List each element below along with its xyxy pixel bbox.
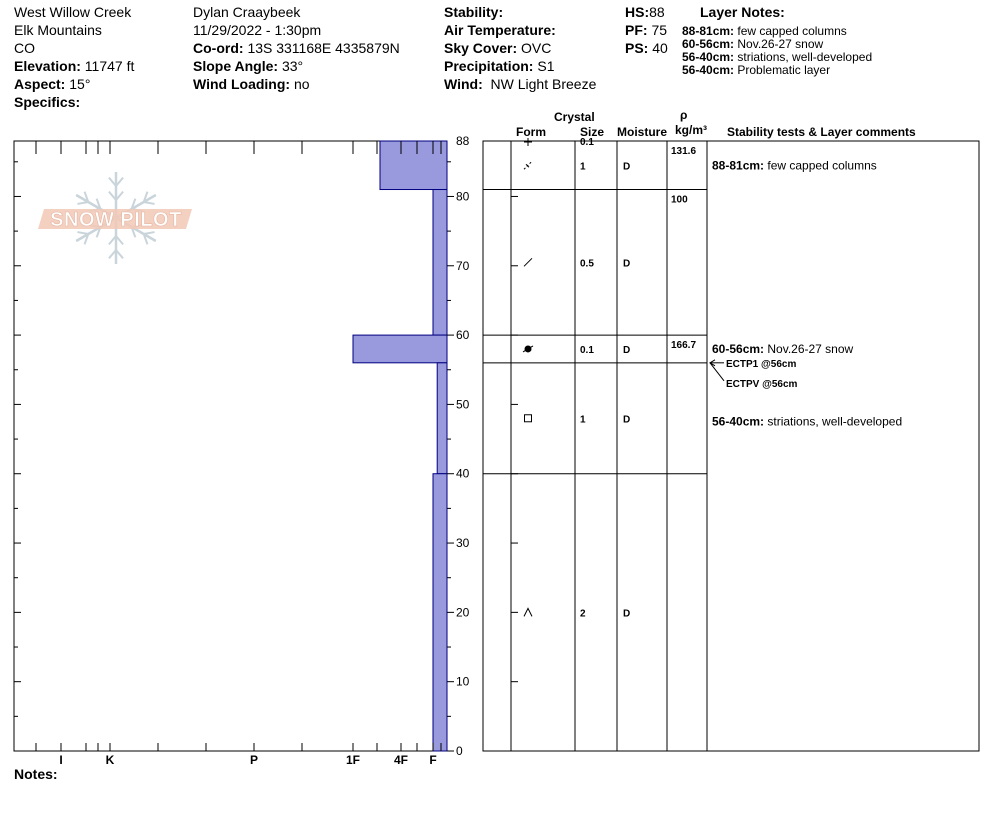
grain-size: 1 xyxy=(580,161,586,173)
depth-label: 0 xyxy=(456,744,463,758)
layer-comment xyxy=(712,342,854,356)
depth-label: 88 xyxy=(456,134,470,148)
depth-label: 10 xyxy=(456,674,470,689)
grain-dh-icon xyxy=(524,608,532,616)
stability-label: Stability: xyxy=(444,4,504,20)
air-temp-label: Air Temperature: xyxy=(444,22,556,38)
snowpilot-logo xyxy=(38,172,192,264)
depth-label: 70 xyxy=(456,258,470,273)
layer-note-range: 56-40cm: xyxy=(682,50,735,64)
moisture-header: Moisture xyxy=(617,125,668,139)
table-frame xyxy=(483,141,979,751)
pf-value: 75 xyxy=(651,22,668,38)
depth-label: 40 xyxy=(456,466,470,481)
grain-size: 1 xyxy=(580,414,586,426)
layer-comment-text: Nov.26-27 snow xyxy=(767,341,854,356)
hardness-bar xyxy=(433,190,447,336)
observer: Dylan Craaybeek xyxy=(193,4,301,20)
wind-loading-label: Wind Loading: xyxy=(193,76,291,92)
hs-value: 88 xyxy=(649,4,665,20)
location: West Willow Creek xyxy=(14,4,132,20)
elevation-label: Elevation: xyxy=(14,58,81,74)
form-header: Form xyxy=(516,125,546,139)
moisture-value: D xyxy=(623,161,631,173)
snowflake-branch xyxy=(144,232,155,234)
wind-label: Wind: xyxy=(444,76,483,92)
snowflake-branch xyxy=(144,202,155,204)
hardness-label: K xyxy=(105,753,115,767)
density-unit-header: kg/m³ xyxy=(675,123,708,137)
slope-value: 33° xyxy=(281,58,304,74)
layer-note-text: few capped columns xyxy=(737,24,847,38)
density-value: 100 xyxy=(671,194,688,206)
hardness-label: F xyxy=(429,753,437,767)
state: CO xyxy=(14,40,35,56)
grain-fc-icon xyxy=(525,415,532,422)
precip-value: S1 xyxy=(537,58,555,74)
layer-comment-range: 56-40cm: xyxy=(712,414,768,429)
datetime: 11/29/2022 - 1:30pm xyxy=(193,22,322,38)
grain-stroke xyxy=(525,415,532,422)
ps-label: PS: xyxy=(625,40,649,56)
grain-pp-icon xyxy=(524,138,532,146)
sky-label: Sky Cover: xyxy=(444,40,518,56)
layer-note-range: 60-56cm: xyxy=(682,37,735,51)
hardness-label: I xyxy=(59,753,63,767)
layer-comment-text: few capped columns xyxy=(767,158,877,173)
hardness-label: 1F xyxy=(345,753,361,767)
coord-label: Co-ord: xyxy=(193,40,244,56)
layer-comment xyxy=(712,158,877,172)
layer-note-text: striations, well-developed xyxy=(737,50,873,64)
density-value: 131.6 xyxy=(671,146,697,157)
depth-label: 80 xyxy=(456,189,470,204)
hardness-label: P xyxy=(249,753,259,767)
wind-loading-value: no xyxy=(293,76,310,92)
layer-note-text: Problematic layer xyxy=(737,63,831,77)
layer-table xyxy=(483,137,979,751)
surface-size: 0.1 xyxy=(580,137,594,148)
layer-comment-range: 88-81cm: xyxy=(712,158,768,173)
layer-note-text: Nov.26-27 snow xyxy=(737,37,824,51)
sky-value: OVC xyxy=(521,40,552,56)
aspect-value: 15° xyxy=(69,76,91,92)
grain-size: 0.5 xyxy=(580,258,594,270)
moisture-value: D xyxy=(623,258,631,270)
depth-label: 20 xyxy=(456,605,470,620)
grain-size: 0.1 xyxy=(580,344,594,356)
size-header: Size xyxy=(580,125,605,139)
stability-test-label: ECTP1 @56cm xyxy=(726,358,797,370)
comments-header: Stability tests & Layer comments xyxy=(727,125,916,139)
rho-header: ρ xyxy=(680,108,688,122)
wind-value: NW Light Breeze xyxy=(490,76,597,92)
grain-stroke xyxy=(524,608,532,616)
precip-label: Precipitation: xyxy=(444,58,534,74)
layer-comment-text: striations, well-developed xyxy=(767,414,903,429)
grain-im-icon xyxy=(523,345,533,352)
aspect-label: Aspect: xyxy=(14,76,66,92)
hardness-label: 4F xyxy=(393,753,409,767)
mountain-range: Elk Mountains xyxy=(14,22,102,38)
slope-label: Slope Angle: xyxy=(193,58,279,74)
moisture-value: D xyxy=(623,344,631,356)
coord-value: 13S 331168E 4335879N xyxy=(247,40,400,56)
grain-df-pp-icon xyxy=(524,161,532,169)
hardness-bar xyxy=(380,141,447,190)
pf-label: PF: xyxy=(625,22,648,38)
depth-label: 50 xyxy=(456,397,470,412)
grain-stroke xyxy=(524,258,532,266)
hardness-bar xyxy=(437,363,447,474)
elevation-value: 11747 ft xyxy=(84,58,135,74)
grain-stroke xyxy=(526,164,529,167)
layer-comment-range: 60-56cm: xyxy=(712,341,768,356)
stability-test-label: ECTPV @56cm xyxy=(726,378,798,390)
depth-label: 30 xyxy=(456,536,470,551)
snowflake-branch xyxy=(77,232,88,234)
snowflake-branch xyxy=(77,202,88,204)
test-pointer xyxy=(710,363,724,381)
density-value: 166.7 xyxy=(671,340,697,352)
layer-notes-title: Layer Notes: xyxy=(700,4,785,20)
grain-size: 2 xyxy=(580,608,586,620)
hardness-bar xyxy=(353,335,447,363)
hardness-bar xyxy=(433,474,447,751)
crystal-header: Crystal xyxy=(554,110,595,124)
layer-comment xyxy=(712,415,902,429)
specifics-label: Specifics: xyxy=(14,94,81,110)
moisture-value: D xyxy=(623,414,631,426)
hs-label: HS: xyxy=(625,4,650,20)
layer-note-range: 56-40cm: xyxy=(682,63,735,77)
moisture-value: D xyxy=(623,608,631,620)
logo-text: SNOW PILOT xyxy=(50,209,182,231)
depth-label: 60 xyxy=(456,328,470,343)
ps-value: 40 xyxy=(652,40,668,56)
grain-df-icon xyxy=(524,258,532,266)
layer-note-range: 88-81cm: xyxy=(682,24,735,38)
notes-label: Notes: xyxy=(14,766,58,782)
